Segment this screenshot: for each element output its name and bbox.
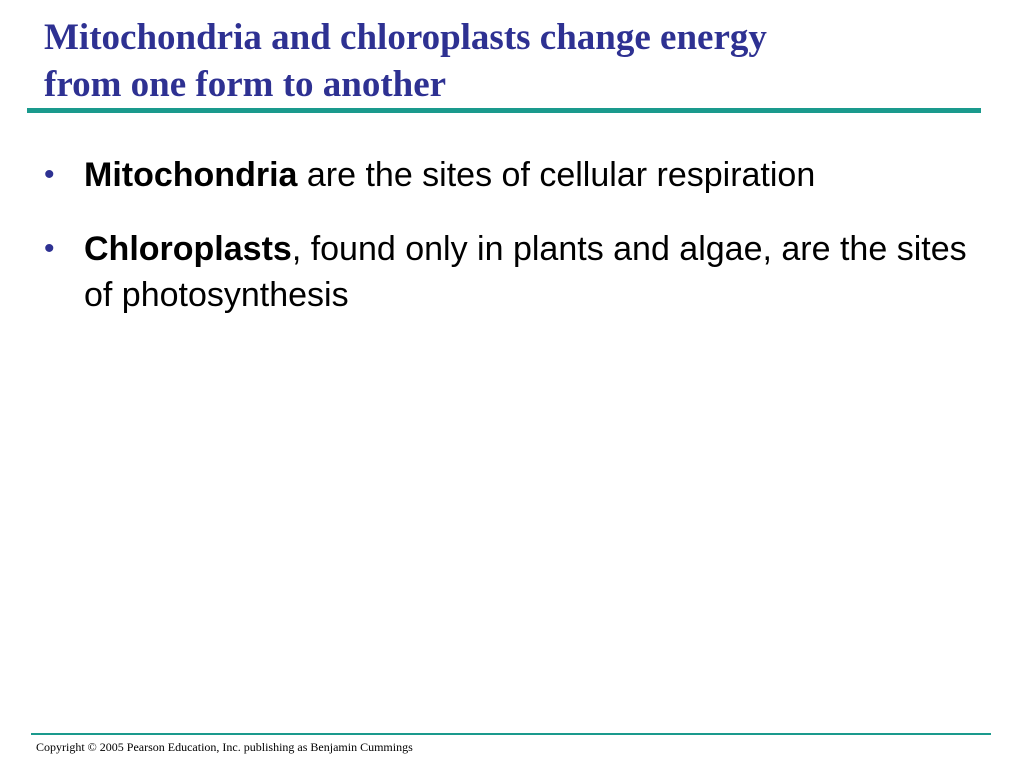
slide-title-line-2: from one form to another: [44, 64, 447, 105]
bullet-marker: •: [44, 158, 55, 191]
bullet-item-chloroplasts: [44, 226, 984, 318]
bullet-text: , found only in plants and algae, are the sites of photosynthesis: [84, 230, 967, 314]
slide-title: [44, 14, 984, 108]
bullet-marker: •: [44, 232, 55, 265]
bullet-list: [44, 152, 984, 346]
bullet-term: Mitochondria: [84, 156, 298, 194]
copyright-footer: Copyright © 2005 Pearson Education, Inc. publishing as Benjamin Cummings: [36, 740, 413, 754]
title-divider: [27, 108, 981, 113]
footer-divider: [31, 733, 991, 735]
bullet-item-mitochondria: [44, 152, 984, 198]
slide-title-line-1: Mitochondria and chloroplasts change energy: [44, 17, 767, 58]
bullet-text: are the sites of cellular respiration: [297, 156, 816, 194]
bullet-term: Chloroplasts: [84, 230, 292, 268]
